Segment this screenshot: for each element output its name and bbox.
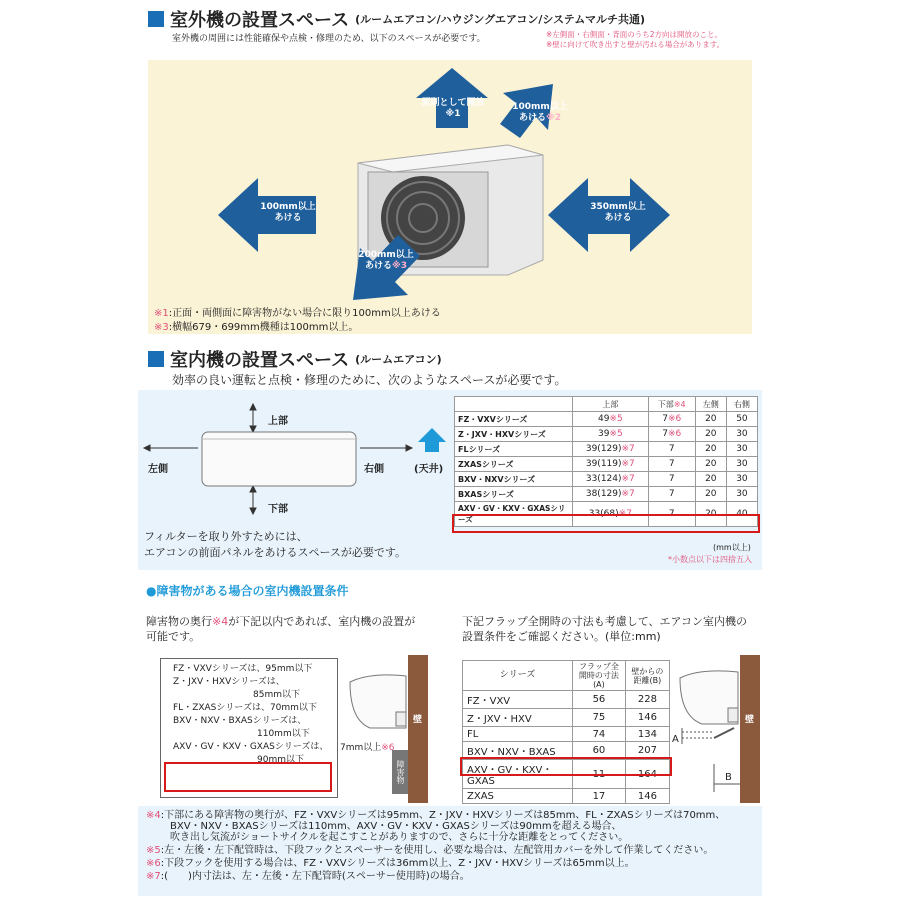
indoor-unit-side-icon <box>340 670 410 740</box>
label-bottom: 下部 <box>268 504 288 515</box>
table-row: ZXAS 17 146 <box>463 789 670 804</box>
space-table-header <box>455 397 758 412</box>
depth-item: 110mm以下 <box>257 729 310 739</box>
depth-item: FL・ZXASシリーズは、70mm以下 <box>173 703 317 713</box>
table-row: FL 74 134 <box>463 727 670 742</box>
dim-a-label: A <box>672 734 679 745</box>
table-row: ZXASシリーズ 39(119)※7 7 20 30 <box>455 457 758 472</box>
heading-square-icon <box>148 11 164 27</box>
note-7: ※7:( )内寸法は、左・左後・左下配管時(スペーサー使用時)の場合。 <box>146 871 470 882</box>
depth-item: Z・JXV・HXVシリーズは、 <box>173 677 285 687</box>
table-row: Z・JXV・HXV 75 146 <box>463 709 670 727</box>
arrow-right-label: 350mm以上あける <box>590 202 646 223</box>
arrow-back-label: 100mm以上あける※2 <box>512 102 568 123</box>
outdoor-heading <box>148 6 645 32</box>
space-table <box>454 396 758 527</box>
space-header-right: 右側 <box>726 397 757 412</box>
obstacle-title: ●障害物がある場合の室内機設置条件 <box>146 584 349 598</box>
indoor-subtitle: (ルームエアコン) <box>355 353 442 366</box>
depth-item: 90mm以下 <box>257 755 304 765</box>
space-header-blank <box>455 397 573 412</box>
table-row: FZ・VXVシリーズ 49※5 7※6 20 50 <box>455 412 758 427</box>
round-note: *小数点以下は四捨五入 <box>668 555 752 564</box>
space-header-left: 左側 <box>695 397 726 412</box>
flap-table <box>462 660 670 804</box>
arrow-front-label: 200mm以上あける※3 <box>358 250 414 271</box>
indoor-title: 室内機の設置スペース <box>170 350 350 371</box>
table-row: BXASシリーズ 38(129)※7 7 20 30 <box>455 487 758 502</box>
outdoor-side-note1: ※左側面・右側面・背面のうち2方向は開放のこと。 <box>546 30 723 39</box>
heading-square-icon <box>148 351 164 367</box>
outdoor-title: 室外機の設置スペース <box>170 10 350 31</box>
label-right: 右側 <box>364 464 384 475</box>
space-header-top: 上部 <box>573 397 649 412</box>
filter-note1: フィルターを取り外すためには、 <box>144 530 308 543</box>
wall-right <box>740 655 760 803</box>
obstacle-right-text: 下記フラップ全開時の寸法も考慮して、エアコン室内機の 設置条件をご確認ください。(単位:mm) <box>462 615 748 643</box>
indoor-diagram-svg <box>138 390 438 520</box>
ceiling-arrow-stem <box>425 442 439 452</box>
outdoor-desc: 室外機の周囲には性能確保や点検・修理のため、以下のスペースが必要です。 <box>172 34 486 44</box>
outdoor-subtitle: (ルームエアコン/ハウジングエアコン/システムマルチ共通) <box>355 13 646 26</box>
table-row: BXV・NXVシリーズ 33(124)※7 7 20 30 <box>455 472 758 487</box>
flap-table-header: シリーズ フラップ全開時の寸法(A) 壁からの距離(B) <box>463 661 670 691</box>
note-6: ※6:下段フックを使用する場合は、FZ・VXVシリーズは36mm以上、Z・JXV・HXVシリーズは65mm以上。 <box>146 858 635 869</box>
outdoor-note3: ※3:横幅679・699mm機種は100mm以上。 <box>154 322 359 333</box>
depth-item: BXV・NXV・BXASシリーズは、 <box>173 716 307 726</box>
outdoor-diagram <box>148 60 752 334</box>
indoor-desc: 効率の良い運転と点検・修理のために、次のようなスペースが必要です。 <box>172 373 567 387</box>
note-4: ※4:下部にある障害物の奥行が、FZ・VXVシリーズは95mm、Z・JXV・HXVシリーズは85mm、FL・ZXASシリーズは70mm、 <box>146 810 726 821</box>
obstacle-left-text: 障害物の奥行※4が下記以内であれば、室内機の設置が 可能です。 <box>146 615 416 643</box>
unit-note: (mm以上) <box>713 543 751 552</box>
notes-area <box>138 806 762 896</box>
table-row: FLシリーズ 39(129)※7 7 20 30 <box>455 442 758 457</box>
depth-item: 85mm以下 <box>253 690 300 700</box>
label-top: 上部 <box>268 416 288 427</box>
flap-table-highlight <box>460 757 672 776</box>
space-table-highlight <box>452 514 760 533</box>
note-4b: BXV・NXV・BXASシリーズは110mm、AXV・GV・KXV・GXASシリーズは90mmを超える場合、 <box>170 821 622 832</box>
arrow-left-label: 100mm以上あける <box>260 202 316 223</box>
table-row-highlighted: AXV・GV・KXV・GXASシリーズ 33(68)※7 7 20 40 <box>455 502 758 527</box>
outdoor-side-note2: ※壁に向けて吹き出すと壁が汚れる場合があります。 <box>546 40 725 49</box>
wall-label-right: 壁 <box>745 715 755 725</box>
table-row: Z・JXV・HXVシリーズ 39※5 7※6 20 30 <box>455 427 758 442</box>
depth-item: AXV・GV・KXV・GXASシリーズは、 <box>173 742 329 752</box>
indoor-unit-icon <box>202 432 356 486</box>
table-row-highlighted: AXV・GV・KXV・GXAS 11 164 <box>463 760 670 789</box>
ceiling-arrow-icon <box>418 428 446 442</box>
depth-item: FZ・VXVシリーズは、95mm以下 <box>173 664 313 674</box>
arrow-top-label: 原則として開放※1 <box>421 98 485 119</box>
depth-list-highlight <box>164 762 332 792</box>
dim-b-label: B <box>725 772 732 783</box>
outdoor-note1: ※1:正面・両側面に障害物がない場合に限り100mm以上あける <box>154 308 441 319</box>
label-ceiling: (天井) <box>414 464 444 475</box>
wall-left <box>408 655 428 803</box>
table-row: BXV・NXV・BXAS 60 207 <box>463 742 670 760</box>
table-row: FZ・VXV 56 228 <box>463 691 670 709</box>
filter-note2: エアコンの前面パネルをあけるスペースが必要です。 <box>144 546 407 559</box>
note-4c: 吹き出し気流がショートサイクルを起こすことがありますので、さらに十分な距離をとってください。 <box>170 832 629 843</box>
obstacle-block: 障害物 <box>392 750 408 794</box>
wall-label-left: 壁 <box>413 715 423 725</box>
note-5: ※5:左・左後・左下配管時は、下段フックとスペーサーを使用し、必要な場合は、左配管用カバーを外して作業してください。 <box>146 845 714 856</box>
space-header-bottom: 下部※4 <box>648 397 695 412</box>
indoor-heading <box>148 346 442 372</box>
gap-label: 7mm以上※6 <box>340 743 395 753</box>
label-left: 左側 <box>148 464 168 475</box>
